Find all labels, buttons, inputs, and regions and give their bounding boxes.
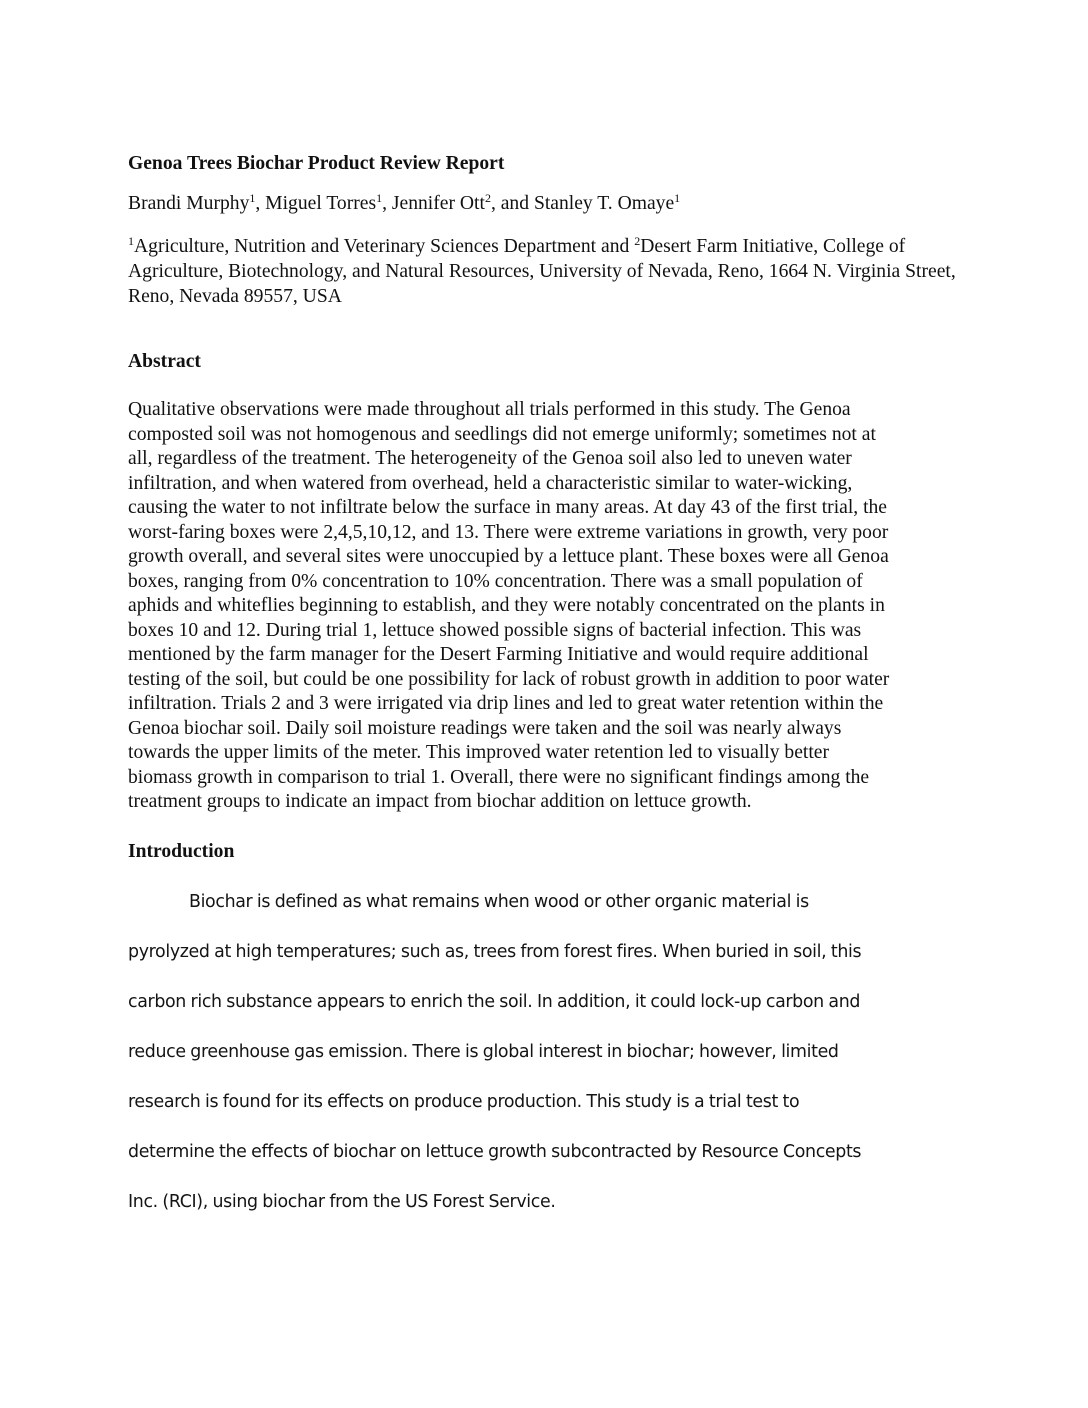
abstract-line: aphids and whiteflies beginning to establish, and they were notably concentrated on the plants in xyxy=(128,595,885,616)
author-affiliation-marker: 2 xyxy=(484,191,491,205)
abstract-line: boxes 10 and 12. During trial 1, lettuce showed possible signs of bacterial infection. This was xyxy=(128,619,862,641)
author-separator: , xyxy=(255,193,266,214)
abstract-line: testing of the soil, but could be one possibility for lack of robust growth in addition to poor water xyxy=(128,668,890,690)
introduction-line: reduce greenhouse gas emission. There is global interest in biochar; however, limited xyxy=(128,1042,839,1062)
abstract-line: biomass growth in comparison to trial 1. Overall, there were no significant findings among the xyxy=(128,766,870,788)
abstract-line: causing the water to not infiltrate below the surface in many areas. At day 43 of the first trial, the xyxy=(128,497,888,518)
introduction-line: carbon rich substance appears to enrich the soil. In addition, it could lock-up carbon and xyxy=(128,992,861,1012)
abstract-line: composted soil was not homogenous and seedlings did not emerge uniformly; sometimes not at xyxy=(128,423,876,445)
affiliation-text: Agriculture, Nutrition and Veterinary Sciences Department and xyxy=(134,236,635,257)
author-name: Miguel Torres xyxy=(265,193,377,214)
author-list xyxy=(128,193,680,215)
author-name: Jennifer Ott xyxy=(391,193,485,214)
introduction-line: Inc. (RCI), using biochar from the US Forest Service. xyxy=(128,1192,556,1212)
author-name: Stanley T. Omaye xyxy=(533,193,675,214)
abstract-line: Genoa biochar soil. Daily soil moisture readings were taken and the soil was nearly always xyxy=(128,717,842,739)
introduction-heading: Introduction xyxy=(128,841,235,862)
abstract-line: all, regardless of the treatment. The heterogeneity of the Genoa soil also led to uneven water xyxy=(128,448,852,469)
abstract-line: infiltration. Trials 2 and 3 were irrigated via drip lines and led to great water retention within the xyxy=(128,693,884,714)
report-title: Genoa Trees Biochar Product Review Report xyxy=(128,153,505,174)
introduction-line: pyrolyzed at high temperatures; such as, trees from forest fires. When buried in soil, this xyxy=(128,942,862,962)
abstract-line: infiltration, and when watered from overhead, held a characteristic similar to water-wicking, xyxy=(128,472,853,494)
abstract-line: mentioned by the farm manager for the Desert Farming Initiative and would require additional xyxy=(128,644,869,665)
affiliations xyxy=(128,234,970,309)
author-affiliation-marker: 1 xyxy=(376,191,383,205)
introduction-line: Biochar is defined as what remains when wood or other organic material is xyxy=(189,892,809,912)
affiliation-marker: 1 xyxy=(128,234,134,248)
introduction-paragraph xyxy=(128,887,970,1237)
abstract-line: growth overall, and several sites were unoccupied by a lettuce plant. These boxes were all Genoa xyxy=(128,546,889,567)
author-affiliation-marker: 1 xyxy=(249,191,256,205)
affiliation-text: Desert Farm Initiative, College of Agriculture, Biotechnology, and Natural Resources, University of Nevada, Reno, 1664 N. Virginia Street, Reno, Nevada 89557, USA xyxy=(128,236,956,307)
author-separator: , and xyxy=(490,193,534,214)
author-name: Brandi Murphy xyxy=(128,193,250,214)
abstract-line: towards the upper limits of the meter. This improved water retention led to visually better xyxy=(128,742,830,763)
affiliation-marker: 2 xyxy=(634,234,641,248)
introduction-line: determine the effects of biochar on lettuce growth subcontracted by Resource Concepts xyxy=(128,1142,862,1162)
abstract-heading: Abstract xyxy=(128,351,201,372)
author-separator: , xyxy=(382,193,392,214)
abstract-line: treatment groups to indicate an impact from biochar addition on lettuce growth. xyxy=(128,791,752,812)
introduction-line: research is found for its effects on produce production. This study is a trial test to xyxy=(128,1092,800,1112)
abstract-line: worst-faring boxes were 2,4,5,10,12, and 13. There were extreme variations in growth, very poor xyxy=(128,521,889,543)
abstract-paragraph xyxy=(128,398,970,815)
abstract-line: boxes, ranging from 0% concentration to 10% concentration. There was a small population of xyxy=(128,570,863,592)
author-affiliation-marker: 1 xyxy=(674,191,681,205)
abstract-line: Qualitative observations were made throughout all trials performed in this study. The Genoa xyxy=(128,399,851,420)
